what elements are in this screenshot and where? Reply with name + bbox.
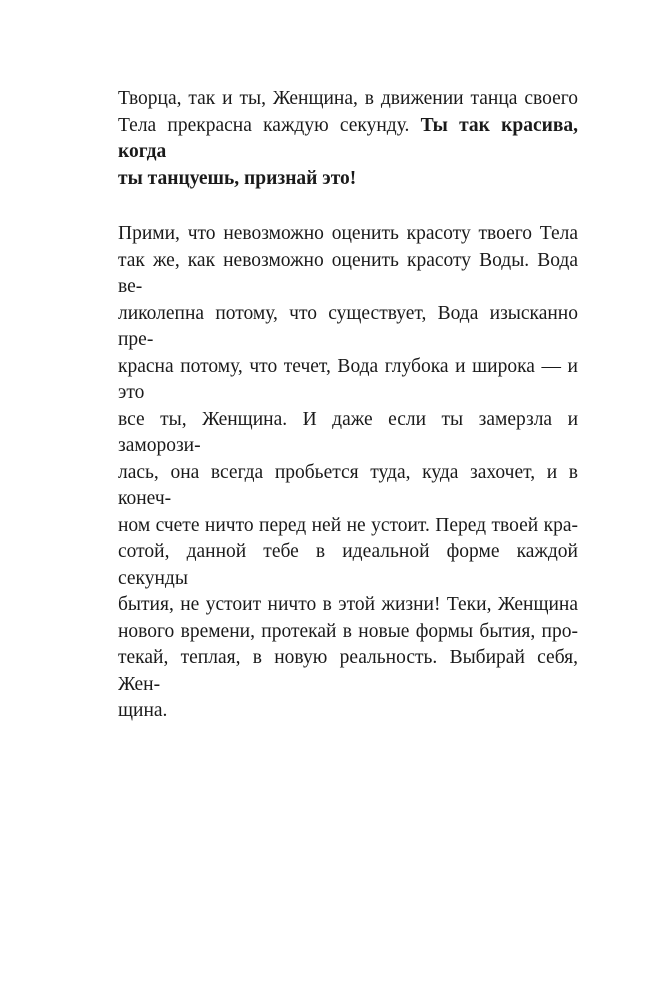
text-line <box>118 248 578 301</box>
text-segment: все ты, Женщина. И даже если ты замерзла и заморози- <box>118 408 578 456</box>
text-line <box>118 86 578 113</box>
text-segment: так же, как невозможно оценить красоту Воды. Вода ве- <box>118 249 578 297</box>
text-line <box>118 221 578 248</box>
text-line <box>118 407 578 460</box>
text-line <box>118 301 578 354</box>
text-line <box>118 354 578 407</box>
text-line <box>118 166 578 193</box>
paragraph-2 <box>118 221 578 725</box>
bold-text-segment: Ты так красива, когда <box>118 114 578 162</box>
text-segment: лась, она всегда пробьется туда, куда захочет, и в конеч- <box>118 461 578 509</box>
text-line <box>118 645 578 698</box>
text-segment: щина. <box>118 700 168 721</box>
text-segment: текай, теплая, в новую реальность. Выбирай себя, Жен- <box>118 647 578 695</box>
text-segment: Творца, так и ты, Женщина, в движении танца своего <box>118 88 578 109</box>
text-line <box>118 619 578 646</box>
text-segment: красна потому, что течет, Вода глубока и широка — и это <box>118 355 578 403</box>
text-segment: нового времени, протекай в новые формы бытия, про- <box>118 620 578 642</box>
text-segment: ликолепна потому, что существует, Вода изысканно пре- <box>118 302 578 350</box>
text-line <box>118 460 578 513</box>
page-body <box>118 86 578 725</box>
text-segment: Тела прекрасна каждую секунду. <box>118 114 421 136</box>
text-segment: Прими, что невозможно оценить красоту твоего Тела <box>118 223 578 244</box>
text-segment: ном счете ничто перед ней не устоит. Перед твоей кра- <box>118 514 578 536</box>
text-line <box>118 113 578 166</box>
text-line <box>118 592 578 619</box>
text-line <box>118 698 578 725</box>
paragraph-1 <box>118 86 578 192</box>
bold-text-segment: ты танцуешь, признай это! <box>118 167 357 189</box>
text-line <box>118 539 578 592</box>
text-segment: сотой, данной тебе в идеальной форме каждой секунды <box>118 541 578 589</box>
text-line <box>118 513 578 540</box>
text-segment: бытия, не устоит ничто в этой жизни! Теки, Женщина <box>118 594 578 615</box>
